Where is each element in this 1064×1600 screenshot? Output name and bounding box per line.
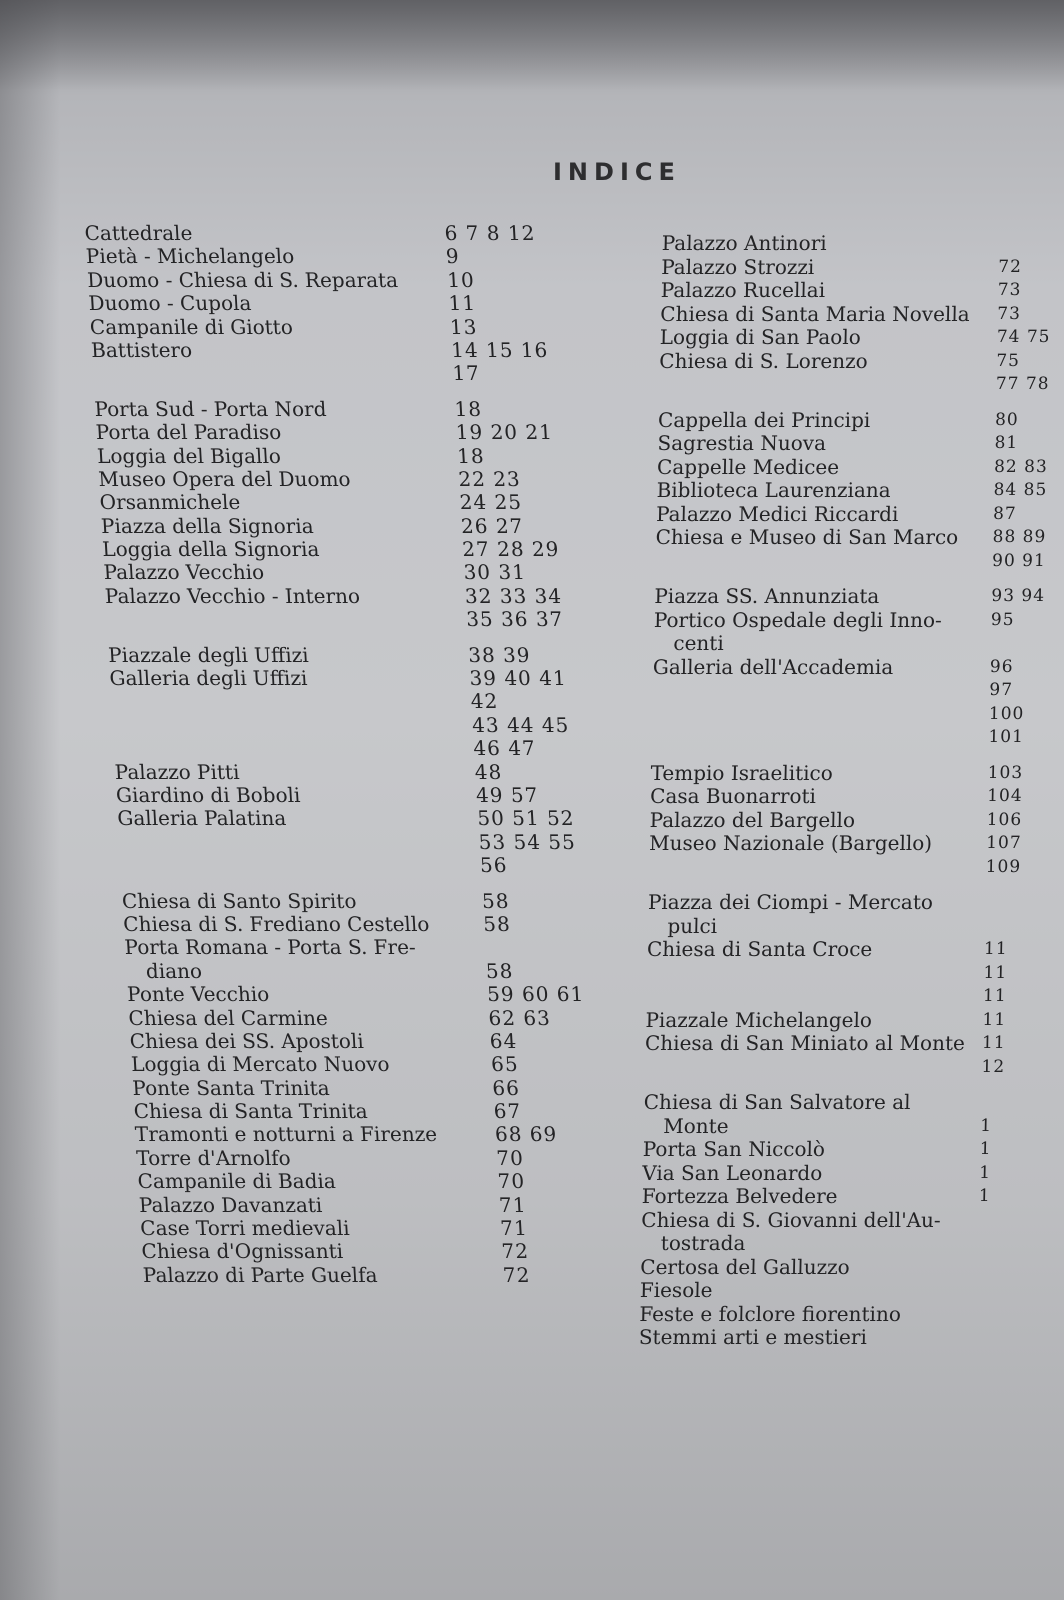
entry-title: Chiesa di Santa Croce	[646, 937, 873, 961]
index-entry	[139, 1216, 529, 1241]
index-entry	[107, 642, 532, 667]
entry-title: Porta Sud - Porta Nord	[93, 396, 328, 421]
entry-page-numbers: 71	[498, 1192, 528, 1217]
entry-page-numbers: 26 27	[460, 513, 524, 538]
entry-title: Chiesa di San Miniato al Monte	[644, 1031, 966, 1055]
index-entry	[127, 1005, 552, 1030]
entry-page-numbers: 107	[985, 833, 1022, 853]
entry-title: Tempio Israelitico	[650, 760, 834, 785]
entry-title: Porta del Paradiso	[95, 420, 282, 445]
index-entry	[111, 712, 570, 737]
index-left-column	[83, 221, 585, 1287]
entry-page-numbers: 49 57	[475, 782, 539, 807]
entry-title: Palazzo Antinori	[661, 231, 827, 255]
entry-page-numbers: 9	[445, 244, 461, 269]
entry-title: Fiesole	[639, 1278, 713, 1302]
entry-title: Galleria Palatina	[116, 806, 287, 831]
entry-page-numbers: 67	[493, 1099, 522, 1124]
entry-page-numbers: 1	[979, 1139, 992, 1159]
entry-page-numbers: 100	[988, 703, 1025, 724]
index-entry	[133, 1099, 522, 1124]
entry-title: Cattedrale	[83, 221, 193, 245]
entry-page-numbers: 30 31	[462, 560, 527, 585]
index-entry	[99, 490, 523, 515]
entry-page-numbers: 11	[982, 986, 1007, 1006]
entry-page-numbers: 81	[994, 433, 1019, 453]
entry-title: Chiesa del Carmine	[127, 1005, 329, 1030]
entry-title: Chiesa di S. Giovanni dell'Au-	[641, 1207, 941, 1232]
entry-title: Campanile di Giotto	[89, 314, 294, 339]
entry-title: Piazzale Michelangelo	[645, 1007, 873, 1032]
entry-title: Palazzo Vecchio - Interno	[104, 583, 361, 608]
entry-page-numbers: 22 23	[457, 466, 522, 491]
entry-page-numbers: 1	[978, 1186, 991, 1206]
entry-title: Porta Romana - Porta S. Fre-	[123, 935, 417, 960]
entry-page-numbers: 72	[502, 1262, 531, 1287]
entry-page-numbers: 12	[981, 1056, 1006, 1077]
entry-page-numbers: 74 75	[996, 327, 1051, 347]
index-entry	[87, 291, 477, 316]
entry-page-numbers: 42	[470, 689, 499, 714]
entry-page-numbers: 11	[983, 939, 1008, 959]
entry-title: Campanile di Badia	[136, 1169, 337, 1194]
index-entry	[113, 736, 537, 761]
entry-title: Chiesa di Santo Spirito	[121, 888, 358, 913]
entry-page-numbers: 11	[983, 962, 1008, 983]
entry-page-numbers: 77 78	[995, 374, 1050, 394]
index-entry	[140, 1239, 530, 1264]
entry-page-numbers: 66	[491, 1075, 521, 1100]
index-entry	[100, 513, 524, 538]
entry-title: Monte	[663, 1113, 729, 1138]
entry-title: Certosa del Galluzzo	[640, 1254, 850, 1279]
entry-title: Loggia di Mercato Nuovo	[130, 1052, 391, 1077]
entry-title: Battistero	[90, 337, 193, 362]
entry-title: Feste e folclore fiorentino	[639, 1301, 902, 1326]
entry-page-numbers: 35 36 37	[465, 607, 564, 632]
entry-title: Loggia della Signoria	[101, 537, 320, 562]
entry-title: Piazzale degli Uffizi	[107, 642, 310, 667]
index-entry	[101, 537, 561, 562]
entry-page-numbers: 38 39	[467, 642, 532, 667]
index-entry	[110, 689, 499, 714]
entry-page-numbers: 56	[479, 853, 509, 878]
entry-title: Casa Buonarroti	[649, 784, 817, 808]
entry-page-numbers: 84 85	[993, 480, 1048, 500]
index-entry	[90, 337, 549, 362]
index-entry	[95, 420, 554, 445]
index-entry	[86, 267, 476, 292]
entry-page-numbers: 96	[989, 656, 1014, 677]
entry-page-numbers: 71	[499, 1216, 529, 1241]
entry-page-numbers: 18	[453, 396, 483, 421]
entry-page-numbers: 104	[986, 786, 1023, 806]
entry-page-numbers: 70	[495, 1145, 525, 1170]
entry-title: Ponte Vecchio	[126, 982, 270, 1007]
entry-page-numbers: 13	[449, 314, 478, 339]
entry-title: Palazzo Pitti	[114, 759, 241, 784]
entry-title: Chiesa di S. Lorenzo	[659, 348, 868, 373]
entry-page-numbers: 59 60 61	[486, 982, 585, 1007]
index-entry	[126, 982, 585, 1007]
index-entry	[97, 466, 522, 491]
entry-title: Pietà - Michelangelo	[85, 244, 295, 269]
entry-page-numbers: 80	[994, 409, 1019, 430]
entry-title: centi	[673, 631, 725, 655]
index-entry	[123, 935, 417, 960]
index-entry	[142, 1262, 531, 1287]
entry-page-numbers: 1	[979, 1162, 992, 1183]
entry-title: Palazzo del Bargello	[649, 807, 856, 832]
entry-title: Duomo - Chiesa di S. Reparata	[86, 267, 399, 292]
entry-page-numbers: 6 7 8 12	[443, 221, 536, 245]
entry-page-numbers: 11	[981, 1033, 1006, 1053]
index-entry	[118, 829, 577, 854]
entry-title: Cappella dei Principi	[657, 407, 871, 432]
index-entry	[122, 911, 512, 936]
entry-page-numbers: 101	[988, 727, 1025, 747]
entry-page-numbers: 62 63	[487, 1005, 552, 1030]
entry-page-numbers: 46 47	[472, 736, 537, 761]
index-entry	[134, 1122, 558, 1147]
index-entry	[102, 560, 527, 585]
entry-page-numbers: 97	[989, 680, 1014, 700]
entry-title: Chiesa di Santa Trinita	[133, 1099, 369, 1124]
entry-title: Chiesa e Museo di San Marco	[655, 525, 959, 549]
entry-title: Piazza dei Ciompi - Mercato	[647, 890, 934, 914]
entry-page-numbers: 18	[456, 443, 486, 468]
section-gap	[107, 632, 108, 644]
index-entry	[138, 1192, 528, 1217]
index-right-column	[638, 231, 1051, 1350]
entry-title: Cappelle Medicee	[656, 454, 840, 479]
entry-title: Chiesa di S. Frediano Cestello	[122, 911, 430, 936]
entry-page-numbers: 48	[474, 759, 503, 784]
entry-page-numbers: 39 40 41	[468, 666, 568, 691]
entry-page-numbers: 87	[992, 503, 1017, 524]
entry-page-numbers: 11	[447, 291, 477, 316]
entry-title: Palazzo Rucellai	[660, 278, 826, 302]
entry-title: tostrada	[660, 1231, 746, 1255]
entry-title: Galleria dell'Accademia	[652, 654, 894, 679]
index-title: INDICE	[553, 158, 681, 186]
index-entry	[116, 806, 576, 831]
entry-title: Chiesa dei SS. Apostoli	[129, 1028, 365, 1053]
entry-title: Palazzo Strozzi	[661, 254, 815, 279]
entry-title: Sagrestia Nuova	[657, 431, 827, 455]
section-gap	[93, 386, 94, 398]
entry-page-numbers: 1	[980, 1115, 993, 1136]
index-entry	[83, 221, 536, 245]
entry-page-numbers: 10	[446, 267, 476, 292]
entry-page-numbers: 75	[996, 350, 1021, 371]
entry-page-numbers: 88 89	[992, 527, 1047, 547]
entry-title: Piazza della Signoria	[100, 513, 315, 538]
entry-title: Fortezza Belvedere	[641, 1184, 838, 1208]
entry-page-numbers: 58	[482, 911, 512, 936]
entry-page-numbers: 82 83	[993, 456, 1048, 477]
page-curl-shadow	[0, 0, 1064, 90]
index-entry	[93, 396, 483, 421]
entry-title: Tramonti e notturni a Firenze	[134, 1122, 438, 1147]
entry-title: Porta San Niccolò	[642, 1137, 826, 1161]
index-entry	[129, 1028, 518, 1053]
entry-title: Via San Leonardo	[642, 1160, 823, 1185]
index-entry	[96, 443, 486, 468]
index-entry	[92, 361, 481, 386]
entry-title: Orsanmichele	[99, 490, 241, 515]
entry-title: Case Torri medievali	[139, 1216, 351, 1241]
entry-title: Biblioteca Laurenziana	[656, 478, 891, 502]
entry-page-numbers: 93 94	[991, 586, 1046, 606]
entry-title: Galleria degli Uffizi	[108, 666, 308, 691]
entry-page-numbers: 19 20 21	[455, 420, 554, 445]
entry-title: Chiesa di Santa Maria Novella	[660, 301, 970, 326]
entry-page-numbers: 70	[496, 1169, 526, 1194]
entry-page-numbers: 95	[990, 609, 1015, 630]
entry-page-numbers: 27 28 29	[461, 537, 561, 562]
index-entry	[130, 1052, 520, 1077]
index-entry	[135, 1145, 525, 1170]
index-entry	[85, 244, 461, 269]
entry-title: Chiesa di San Salvatore al	[643, 1090, 911, 1114]
entry-title: Chiesa d'Ognissanti	[140, 1239, 344, 1264]
entry-page-numbers: 109	[985, 856, 1022, 877]
entry-title: Palazzo Medici Riccardi	[655, 501, 899, 526]
entry-page-numbers: 106	[986, 809, 1023, 830]
entry-title: Duomo - Cupola	[87, 291, 253, 316]
entry-title: Palazzo Davanzati	[138, 1192, 323, 1217]
index-entry	[131, 1075, 521, 1100]
entry-title: Museo Nazionale (Bargello)	[648, 831, 933, 855]
entry-title: Loggia di San Paolo	[659, 325, 862, 349]
entry-title: Stemmi arti e mestieri	[638, 1325, 868, 1349]
entry-title: Portico Ospedale degli Inno-	[653, 607, 943, 632]
entry-title: Torre d'Arnolfo	[135, 1145, 292, 1170]
entry-title: Museo Opera del Duomo	[97, 466, 352, 491]
entry-page-numbers: 50 51 52	[476, 806, 576, 831]
entry-page-numbers: 65	[490, 1052, 520, 1077]
entry-page-numbers: 43 44 45	[471, 712, 570, 737]
entry-page-numbers: 72	[500, 1239, 530, 1264]
entry-title: Ponte Santa Trinita	[131, 1075, 331, 1100]
entry-page-numbers: 73	[997, 280, 1022, 300]
entry-page-numbers: 64	[489, 1028, 518, 1053]
entry-page-numbers: 11	[982, 1009, 1007, 1030]
index-entry	[104, 583, 563, 608]
entry-page-numbers: 24 25	[459, 490, 523, 515]
entry-page-numbers: 58	[481, 888, 511, 913]
entry-title: Piazza SS. Annunziata	[654, 584, 880, 608]
entry-page-numbers: 14 15 16	[450, 337, 549, 362]
index-entry	[125, 958, 514, 983]
entry-page-numbers: 58	[485, 958, 514, 983]
index-entry	[89, 314, 478, 339]
page-edge-shadow	[0, 0, 60, 1600]
index-entry	[136, 1169, 526, 1194]
entry-page-numbers: 73	[997, 303, 1022, 324]
entry-page-numbers: 103	[987, 762, 1024, 783]
index-entry	[108, 666, 568, 691]
section-gap	[121, 878, 122, 890]
entry-page-numbers: 32 33 34	[464, 583, 563, 608]
index-entry	[114, 759, 503, 784]
entry-page-numbers: 68 69	[494, 1122, 558, 1147]
index-entry	[121, 888, 511, 913]
entry-title: Giardino di Boboli	[115, 782, 301, 807]
index-entry	[115, 782, 539, 807]
entry-title: Palazzo Vecchio	[102, 560, 265, 585]
entry-page-numbers: 72	[998, 256, 1023, 277]
entry-page-numbers: 17	[451, 361, 481, 386]
entry-title: pulci	[667, 913, 718, 938]
entry-title: diano	[145, 958, 203, 983]
entry-title: Loggia del Bigallo	[96, 443, 282, 468]
entry-page-numbers: 53 54 55	[477, 829, 577, 854]
entry-page-numbers: 90 91	[991, 550, 1047, 571]
index-entry	[119, 853, 509, 878]
entry-title: Palazzo di Parte Guelfa	[142, 1262, 379, 1287]
index-entry	[106, 607, 564, 632]
